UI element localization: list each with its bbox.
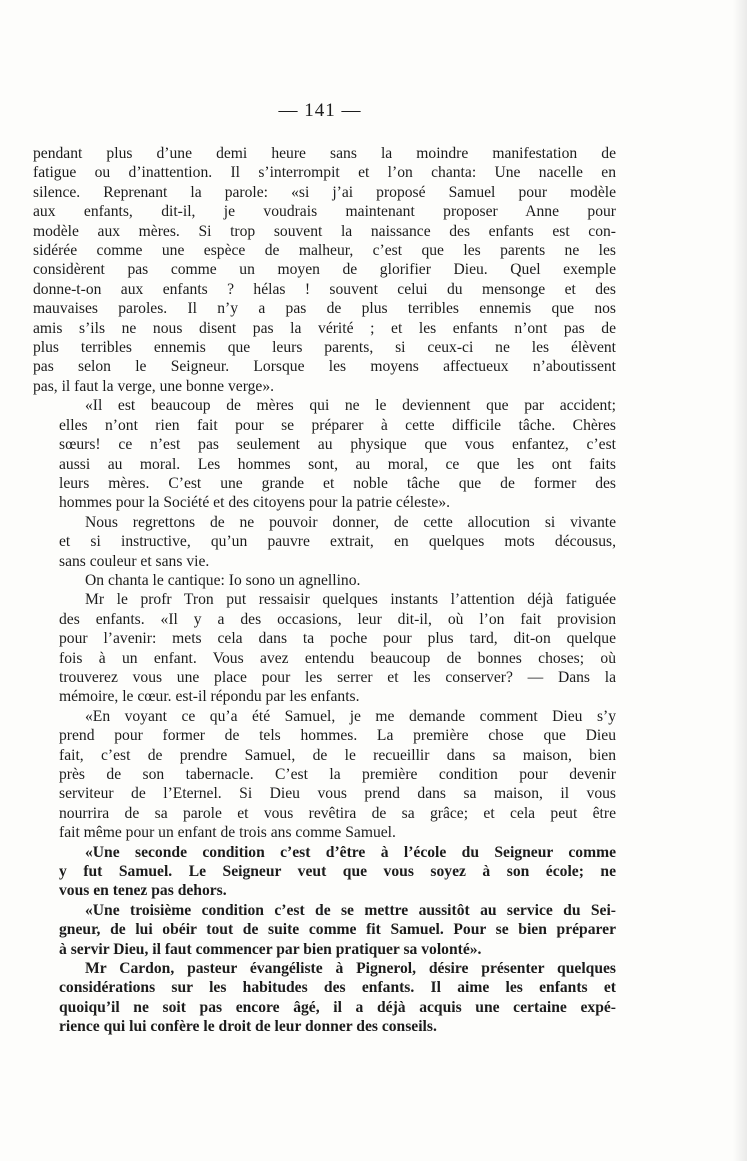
- paragraph: [33, 707, 616, 843]
- text-line: leurs mères. C’est une grande et noble tâche que de former des: [59, 474, 616, 492]
- text-line: pas, il faut la verge, une bonne verge».: [33, 377, 275, 395]
- text-line: trouverez vous une place pour les serrer et les conserver? — Dans la: [59, 668, 616, 686]
- paragraph: [33, 571, 616, 590]
- text-line: aussi au moral. Les hommes sont, au moral, ce que les ont faits: [59, 455, 616, 473]
- text-line: modèle aux mères. Si trop souvent la naissance des enfants est con-: [33, 222, 616, 240]
- paragraph: [33, 513, 616, 571]
- text-line: pas selon le Seigneur. Lorsque les moyens affectueux n’aboutissent: [33, 358, 616, 376]
- text-line: près de son tabernacle. C’est la première condition pour devenir: [59, 766, 616, 783]
- text-line: hommes pour la Société et des citoyens pour la patrie céleste».: [59, 494, 451, 512]
- text-line: fois à un enfant. Vous avez entendu beaucoup de bonnes choses; où: [59, 649, 616, 667]
- text-line: pendant plus d’une demi heure sans la moindre manifestation de: [33, 145, 616, 162]
- paragraph: [33, 901, 616, 959]
- text-line: donne-t-on aux enfants ? hélas ! souvent celui du mensonge et des: [33, 280, 616, 298]
- text-line: quoiqu’il ne soit pas encore âgé, il a déjà acquis une certaine expé-: [59, 998, 616, 1016]
- text-line: Mr le profr Tron put ressaisir quelques instants l’attention déjà fatiguée: [85, 591, 616, 609]
- text-line: «Une seconde condition c’est d’être à l’école du Seigneur comme: [85, 843, 616, 861]
- page-edge-shadow: [733, 0, 747, 1161]
- paragraph: [33, 396, 616, 512]
- text-line: sidérée comme une espèce de malheur, c’est que les parents ne les: [33, 242, 616, 260]
- text-line: pour l’avenir: mets cela dans ta poche pour plus tard, dit-on quelque: [59, 630, 616, 648]
- text-line: mauvaises paroles. Il n’y a pas de plus terribles ennemis que nos: [33, 300, 616, 318]
- paragraph: [33, 843, 616, 901]
- text-line: y fut Samuel. Le Seigneur veut que vous soyez à son école; ne: [59, 863, 616, 881]
- paragraph: [33, 590, 616, 706]
- body-text: [33, 144, 616, 1037]
- page-number: — 141 —: [278, 100, 362, 121]
- text-line: plus terribles ennemis que leurs parents, si ceux-ci ne les élèvent: [33, 339, 616, 357]
- text-line: rience qui lui confère le droit de leur donner des conseils.: [59, 1018, 437, 1036]
- text-line: On chanta le cantique: Io sono un agnellino.: [85, 571, 361, 589]
- text-line: amis s’ils ne nous disent pas la vérité ; et les enfants n’ont pas de: [33, 319, 616, 337]
- text-line: «Une troisième condition c’est de se mettre aussitôt au service du Sei-: [85, 901, 616, 919]
- text-line: mémoire, le cœur. est-il répondu par les enfants.: [59, 688, 360, 706]
- text-line: vous en tenez pas dehors.: [59, 882, 227, 900]
- text-line: prend pour former de tels hommes. La première chose que Dieu: [59, 727, 616, 745]
- text-line: sans couleur et sans vie.: [59, 552, 210, 570]
- text-line: fait, c’est de prendre Samuel, de le recueillir dans sa maison, bien: [59, 746, 616, 764]
- text-line: aux enfants, dit-il, je voudrais maintenant proposer Anne pour: [33, 203, 616, 221]
- text-line: fait même pour un enfant de trois ans comme Samuel.: [59, 824, 396, 842]
- text-line: à servir Dieu, il faut commencer par bien pratiquer sa volonté».: [59, 940, 482, 958]
- text-line: et si instructive, qu’un pauvre extrait, en quelques mots décousus,: [59, 533, 616, 551]
- text-line: des enfants. «Il y a des occasions, leur dit-il, où l’on fait provision: [59, 610, 616, 628]
- text-line: considèrent pas comme un moyen de glorifier Dieu. Quel exemple: [33, 261, 616, 279]
- text-line: considérations sur les habitudes des enfants. Il aime les enfants et: [59, 979, 616, 997]
- paragraph: [33, 144, 616, 396]
- paragraph: [33, 959, 616, 1037]
- text-line: sœurs! ce n’est pas seulement au physique que vous enfantez, c’est: [59, 436, 616, 454]
- text-line: «En voyant ce qu’a été Samuel, je me demande comment Dieu s’y: [85, 707, 616, 725]
- text-line: Nous regrettons de ne pouvoir donner, de cette allocution si vivante: [85, 513, 616, 531]
- text-line: fatigue ou d’inattention. Il s’interrompit et l’on chanta: Une nacelle en: [33, 164, 616, 182]
- text-line: elles n’ont rien fait pour se préparer à cette difficile tâche. Chères: [59, 416, 616, 434]
- text-line: Mr Cardon, pasteur évangéliste à Pignerol, désire présenter quelques: [85, 960, 616, 978]
- text-line: «Il est beaucoup de mères qui ne le deviennent que par accident;: [85, 397, 616, 415]
- text-line: gneur, de lui obéir tout de suite comme fit Samuel. Pour se bien préparer: [59, 921, 616, 939]
- text-line: nourrira de sa parole et vous revêtira de sa grâce; et cela peut être: [59, 804, 616, 822]
- text-line: serviteur de l’Eternel. Si Dieu vous prend dans sa maison, il vous: [59, 785, 616, 803]
- text-line: silence. Reprenant la parole: «si j’ai proposé Samuel pour modèle: [33, 183, 616, 201]
